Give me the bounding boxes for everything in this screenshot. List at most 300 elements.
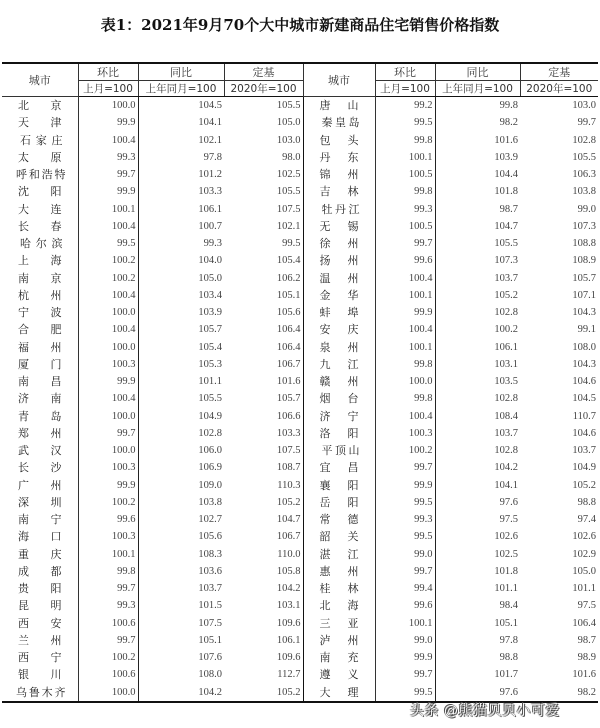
table-row <box>2 528 598 545</box>
right-base-value: 101.1 <box>572 583 596 595</box>
left-mom-value: 100.0 <box>111 100 136 112</box>
left-yoy-value: 101.1 <box>138 373 224 390</box>
right-mom-value: 99.7 <box>414 565 433 577</box>
right-yoy-value: 102.8 <box>435 442 520 459</box>
right-mom-value: 99.6 <box>414 255 433 267</box>
right-base-value: 107.1 <box>572 289 596 301</box>
left-base-value: 106.4 <box>224 321 303 338</box>
left-city-name: 海口 <box>2 528 78 545</box>
left-mom-value: 100.4 <box>111 134 136 146</box>
left-city-name: 太原 <box>2 149 78 166</box>
right-yoy-value: 103.9 <box>435 149 520 166</box>
left-base-value: 101.6 <box>224 373 303 390</box>
right-city-name: 金华 <box>303 287 375 304</box>
right-base-value: 98.8 <box>577 496 596 508</box>
left-yoy-value: 102.8 <box>138 425 224 442</box>
right-yoy-value: 102.6 <box>435 528 520 545</box>
left-yoy-value: 108.3 <box>138 546 224 563</box>
left-mom-value: 100.0 <box>111 307 136 319</box>
table-row <box>2 425 598 442</box>
right-mom-value: 100.4 <box>408 324 433 336</box>
left-base-value: 102.1 <box>224 218 303 235</box>
left-city-name: 沈阳 <box>2 183 78 200</box>
right-base-value: 103.8 <box>572 186 596 198</box>
table-row <box>2 666 598 683</box>
header-base-right: 定基 <box>520 63 598 81</box>
header-base-left: 定基 <box>224 63 303 81</box>
left-base-value: 102.5 <box>224 166 303 183</box>
left-base-value: 106.7 <box>224 356 303 373</box>
price-index-table <box>2 62 598 703</box>
table-row <box>2 235 598 252</box>
left-yoy-value: 103.7 <box>138 580 224 597</box>
right-city-name: 襄阳 <box>303 477 375 494</box>
table-title: 表1：2021年9月70个大中城市新建商品住宅销售价格指数 <box>100 16 500 34</box>
left-base-value: 103.0 <box>224 132 303 149</box>
right-mom-value: 99.5 <box>414 117 433 129</box>
left-mom-value: 100.4 <box>111 289 136 301</box>
right-yoy-value: 100.2 <box>435 321 520 338</box>
right-city-name: 平顶山 <box>303 442 375 459</box>
left-yoy-value: 105.0 <box>138 270 224 287</box>
right-yoy-value: 98.2 <box>435 114 520 131</box>
left-yoy-value: 104.1 <box>138 114 224 131</box>
left-mom-value: 100.0 <box>111 410 136 422</box>
right-base-value: 99.0 <box>577 203 596 215</box>
right-base-value: 105.5 <box>572 151 596 163</box>
left-base-value: 109.6 <box>224 649 303 666</box>
left-base-value: 104.2 <box>224 580 303 597</box>
left-yoy-value: 99.3 <box>138 235 224 252</box>
left-yoy-value: 106.1 <box>138 201 224 218</box>
table-row <box>2 149 598 166</box>
left-city-name: 郑州 <box>2 425 78 442</box>
right-base-value: 110.7 <box>572 410 596 422</box>
right-yoy-value: 102.5 <box>435 546 520 563</box>
right-yoy-value: 99.8 <box>435 97 520 115</box>
left-base-value: 104.7 <box>224 511 303 528</box>
right-mom-value: 99.8 <box>414 134 433 146</box>
right-city-name: 吉林 <box>303 183 375 200</box>
right-base-value: 107.3 <box>572 220 596 232</box>
left-yoy-value: 104.0 <box>138 252 224 269</box>
right-mom-value: 99.8 <box>414 186 433 198</box>
right-yoy-value: 104.2 <box>435 459 520 476</box>
left-city-name: 银川 <box>2 666 78 683</box>
right-mom-value: 100.1 <box>408 617 433 629</box>
right-mom-value: 100.4 <box>408 410 433 422</box>
table-row <box>2 373 598 390</box>
header-city-right: 城市 <box>303 63 375 97</box>
left-base-value: 106.2 <box>224 270 303 287</box>
left-yoy-value: 97.8 <box>138 149 224 166</box>
right-yoy-value: 101.8 <box>435 183 520 200</box>
right-city-name: 赣州 <box>303 373 375 390</box>
left-base-value: 105.4 <box>224 252 303 269</box>
right-base-value: 98.9 <box>577 652 596 664</box>
table-row <box>2 114 598 131</box>
right-base-value: 97.4 <box>577 514 596 526</box>
right-yoy-value: 101.8 <box>435 563 520 580</box>
left-mom-value: 100.2 <box>111 255 136 267</box>
left-mom-value: 99.7 <box>117 634 136 646</box>
header-city-left: 城市 <box>2 63 78 97</box>
left-yoy-value: 109.0 <box>138 477 224 494</box>
header-mom-left: 环比 <box>78 63 138 81</box>
left-base-value: 105.5 <box>224 97 303 115</box>
right-base-value: 105.7 <box>572 272 596 284</box>
subheader-mom-left: 上月=100 <box>78 81 138 97</box>
left-yoy-value: 103.9 <box>138 304 224 321</box>
right-base-value: 108.8 <box>572 238 596 250</box>
table-row <box>2 632 598 649</box>
left-yoy-value: 108.0 <box>138 666 224 683</box>
table-row <box>2 563 598 580</box>
left-base-value: 107.5 <box>224 442 303 459</box>
left-city-name: 厦门 <box>2 356 78 373</box>
right-yoy-value: 103.7 <box>435 425 520 442</box>
left-city-name: 兰州 <box>2 632 78 649</box>
right-city-name: 锦州 <box>303 166 375 183</box>
left-city-name: 成都 <box>2 563 78 580</box>
left-yoy-value: 105.7 <box>138 321 224 338</box>
left-yoy-value: 104.2 <box>138 684 224 702</box>
left-mom-value: 100.4 <box>111 393 136 405</box>
left-city-name: 杭州 <box>2 287 78 304</box>
right-base-value: 99.7 <box>577 117 596 129</box>
right-mom-value: 99.0 <box>414 548 433 560</box>
left-mom-value: 100.2 <box>111 496 136 508</box>
right-mom-value: 99.3 <box>414 203 433 215</box>
right-mom-value: 100.1 <box>408 289 433 301</box>
right-mom-value: 99.3 <box>414 514 433 526</box>
right-city-name: 北海 <box>303 597 375 614</box>
right-base-value: 105.2 <box>572 479 596 491</box>
left-city-name: 贵阳 <box>2 580 78 597</box>
table-row <box>2 339 598 356</box>
left-yoy-value: 104.5 <box>138 97 224 115</box>
left-city-name: 深圳 <box>2 494 78 511</box>
right-yoy-value: 105.5 <box>435 235 520 252</box>
subheader-yoy-left: 上年同月=100 <box>138 81 224 97</box>
right-yoy-value: 102.8 <box>435 304 520 321</box>
right-city-name: 桂林 <box>303 580 375 597</box>
right-yoy-value: 105.2 <box>435 287 520 304</box>
right-yoy-value: 101.7 <box>435 666 520 683</box>
left-mom-value: 100.3 <box>111 358 136 370</box>
left-mom-value: 100.4 <box>111 324 136 336</box>
left-base-value: 106.6 <box>224 408 303 425</box>
right-yoy-value: 106.1 <box>435 339 520 356</box>
right-city-name: 大理 <box>303 684 375 702</box>
right-city-name: 洛阳 <box>303 425 375 442</box>
right-base-value: 104.5 <box>572 393 596 405</box>
right-base-value: 108.0 <box>572 341 596 353</box>
header-yoy-left: 同比 <box>138 63 224 81</box>
left-base-value: 106.4 <box>224 339 303 356</box>
right-city-name: 遵义 <box>303 666 375 683</box>
header-mom-right: 环比 <box>375 63 435 81</box>
right-base-value: 97.5 <box>577 600 596 612</box>
left-mom-value: 99.7 <box>117 427 136 439</box>
left-base-value: 107.5 <box>224 201 303 218</box>
right-city-name: 宜昌 <box>303 459 375 476</box>
right-mom-value: 99.5 <box>414 531 433 543</box>
left-base-value: 99.5 <box>224 235 303 252</box>
right-yoy-value: 108.4 <box>435 408 520 425</box>
left-city-name: 北京 <box>2 97 78 115</box>
table-row <box>2 132 598 149</box>
subheader-base-left: 2020年=100 <box>224 81 303 97</box>
table-row <box>2 166 598 183</box>
right-base-value: 108.9 <box>572 255 596 267</box>
right-base-value: 103.7 <box>572 445 596 457</box>
right-base-value: 104.3 <box>572 358 596 370</box>
left-yoy-value: 101.5 <box>138 597 224 614</box>
left-mom-value: 100.0 <box>111 686 136 698</box>
right-city-name: 无锡 <box>303 218 375 235</box>
left-yoy-value: 101.2 <box>138 166 224 183</box>
right-base-value: 103.0 <box>572 100 596 112</box>
left-yoy-value: 104.9 <box>138 408 224 425</box>
left-yoy-value: 105.4 <box>138 339 224 356</box>
subheader-base-right: 2020年=100 <box>520 81 598 97</box>
left-mom-value: 99.9 <box>117 186 136 198</box>
table-row <box>2 408 598 425</box>
right-city-name: 韶关 <box>303 528 375 545</box>
right-base-value: 102.8 <box>572 134 596 146</box>
right-city-name: 泉州 <box>303 339 375 356</box>
subheader-yoy-right: 上年同月=100 <box>435 81 520 97</box>
left-base-value: 109.6 <box>224 615 303 632</box>
table-row <box>2 684 598 702</box>
table-row <box>2 304 598 321</box>
right-mom-value: 99.9 <box>414 307 433 319</box>
left-base-value: 105.8 <box>224 563 303 580</box>
right-base-value: 98.2 <box>577 686 596 698</box>
right-yoy-value: 102.8 <box>435 390 520 407</box>
left-mom-value: 99.5 <box>117 238 136 250</box>
right-mom-value: 99.7 <box>414 238 433 250</box>
left-mom-value: 100.6 <box>111 617 136 629</box>
left-base-value: 105.7 <box>224 390 303 407</box>
left-city-name: 南昌 <box>2 373 78 390</box>
table-row <box>2 287 598 304</box>
table-row <box>2 494 598 511</box>
right-mom-value: 99.6 <box>414 600 433 612</box>
right-yoy-value: 98.4 <box>435 597 520 614</box>
watermark: 头条 @熊猫贝贝小可爱 <box>410 703 560 719</box>
left-mom-value: 99.8 <box>117 565 136 577</box>
left-mom-value: 100.4 <box>111 220 136 232</box>
right-yoy-value: 98.7 <box>435 201 520 218</box>
left-yoy-value: 105.6 <box>138 528 224 545</box>
header-yoy-right: 同比 <box>435 63 520 81</box>
left-city-name: 南京 <box>2 270 78 287</box>
left-base-value: 105.2 <box>224 684 303 702</box>
right-mom-value: 100.2 <box>408 445 433 457</box>
table-row <box>2 459 598 476</box>
right-city-name: 泸州 <box>303 632 375 649</box>
right-yoy-value: 97.8 <box>435 632 520 649</box>
right-mom-value: 99.9 <box>414 652 433 664</box>
left-base-value: 105.0 <box>224 114 303 131</box>
left-mom-value: 100.2 <box>111 272 136 284</box>
left-city-name: 广州 <box>2 477 78 494</box>
left-city-name: 乌鲁木齐 <box>2 684 78 702</box>
left-city-name: 大连 <box>2 201 78 218</box>
left-base-value: 110.0 <box>224 546 303 563</box>
left-base-value: 98.0 <box>224 149 303 166</box>
right-mom-value: 100.0 <box>408 376 433 388</box>
right-city-name: 徐州 <box>303 235 375 252</box>
left-city-name: 西宁 <box>2 649 78 666</box>
left-city-name: 长春 <box>2 218 78 235</box>
left-base-value: 106.1 <box>224 632 303 649</box>
left-city-name: 武汉 <box>2 442 78 459</box>
left-yoy-value: 107.5 <box>138 615 224 632</box>
right-base-value: 104.3 <box>572 307 596 319</box>
right-city-name: 秦皇岛 <box>303 114 375 131</box>
left-mom-value: 100.6 <box>111 669 136 681</box>
right-yoy-value: 97.6 <box>435 494 520 511</box>
left-yoy-value: 103.3 <box>138 183 224 200</box>
right-yoy-value: 104.7 <box>435 218 520 235</box>
right-base-value: 102.6 <box>572 531 596 543</box>
right-base-value: 99.1 <box>577 324 596 336</box>
left-mom-value: 99.7 <box>117 583 136 595</box>
right-yoy-value: 105.1 <box>435 615 520 632</box>
right-city-name: 岳阳 <box>303 494 375 511</box>
left-mom-value: 100.2 <box>111 652 136 664</box>
right-mom-value: 100.4 <box>408 272 433 284</box>
right-mom-value: 99.4 <box>414 583 433 595</box>
left-city-name: 天津 <box>2 114 78 131</box>
left-yoy-value: 107.6 <box>138 649 224 666</box>
right-city-name: 包头 <box>303 132 375 149</box>
right-mom-value: 99.8 <box>414 358 433 370</box>
right-mom-value: 100.1 <box>408 341 433 353</box>
left-yoy-value: 106.0 <box>138 442 224 459</box>
right-yoy-value: 107.3 <box>435 252 520 269</box>
left-base-value: 105.2 <box>224 494 303 511</box>
subheader-mom-right: 上月=100 <box>375 81 435 97</box>
left-city-name: 青岛 <box>2 408 78 425</box>
right-yoy-value: 104.4 <box>435 166 520 183</box>
right-city-name: 惠州 <box>303 563 375 580</box>
right-city-name: 温州 <box>303 270 375 287</box>
left-mom-value: 99.6 <box>117 514 136 526</box>
left-city-name: 上海 <box>2 252 78 269</box>
left-city-name: 福州 <box>2 339 78 356</box>
right-city-name: 南充 <box>303 649 375 666</box>
left-mom-value: 99.7 <box>117 169 136 181</box>
left-city-name: 哈尔滨 <box>2 235 78 252</box>
right-city-name: 三亚 <box>303 615 375 632</box>
right-base-value: 104.6 <box>572 427 596 439</box>
right-yoy-value: 101.1 <box>435 580 520 597</box>
left-base-value: 108.7 <box>224 459 303 476</box>
left-yoy-value: 105.5 <box>138 390 224 407</box>
left-yoy-value: 102.7 <box>138 511 224 528</box>
right-yoy-value: 103.7 <box>435 270 520 287</box>
right-yoy-value: 97.6 <box>435 684 520 702</box>
left-base-value: 103.3 <box>224 425 303 442</box>
left-mom-value: 100.3 <box>111 462 136 474</box>
left-mom-value: 99.3 <box>117 600 136 612</box>
table-row <box>2 597 598 614</box>
right-yoy-value: 103.5 <box>435 373 520 390</box>
table-row <box>2 546 598 563</box>
left-city-name: 西安 <box>2 615 78 632</box>
left-base-value: 110.3 <box>224 477 303 494</box>
table-row <box>2 356 598 373</box>
left-base-value: 105.6 <box>224 304 303 321</box>
table-body <box>2 97 598 702</box>
left-mom-value: 99.9 <box>117 376 136 388</box>
left-mom-value: 100.0 <box>111 445 136 457</box>
left-yoy-value: 102.1 <box>138 132 224 149</box>
left-mom-value: 100.3 <box>111 531 136 543</box>
left-yoy-value: 103.6 <box>138 563 224 580</box>
right-city-name: 济宁 <box>303 408 375 425</box>
left-yoy-value: 105.1 <box>138 632 224 649</box>
table-row <box>2 580 598 597</box>
left-base-value: 106.7 <box>224 528 303 545</box>
table-row <box>2 201 598 218</box>
table-row <box>2 477 598 494</box>
left-city-name: 合肥 <box>2 321 78 338</box>
right-mom-value: 99.8 <box>414 393 433 405</box>
right-city-name: 烟台 <box>303 390 375 407</box>
left-yoy-value: 103.8 <box>138 494 224 511</box>
right-city-name: 丹东 <box>303 149 375 166</box>
table-row <box>2 183 598 200</box>
right-mom-value: 99.2 <box>414 100 433 112</box>
left-mom-value: 100.1 <box>111 203 136 215</box>
table-row <box>2 615 598 632</box>
left-mom-value: 99.9 <box>117 117 136 129</box>
table-row <box>2 252 598 269</box>
right-yoy-value: 101.6 <box>435 132 520 149</box>
left-base-value: 112.7 <box>224 666 303 683</box>
right-yoy-value: 98.8 <box>435 649 520 666</box>
right-mom-value: 99.0 <box>414 634 433 646</box>
right-mom-value: 99.7 <box>414 669 433 681</box>
right-city-name: 九江 <box>303 356 375 373</box>
right-yoy-value: 104.1 <box>435 477 520 494</box>
left-mom-value: 100.1 <box>111 548 136 560</box>
left-mom-value: 99.9 <box>117 479 136 491</box>
right-base-value: 102.9 <box>572 548 596 560</box>
right-base-value: 101.6 <box>572 669 596 681</box>
table-row <box>2 321 598 338</box>
table-row <box>2 97 598 115</box>
right-base-value: 104.6 <box>572 376 596 388</box>
left-mom-value: 99.3 <box>117 151 136 163</box>
left-yoy-value: 100.7 <box>138 218 224 235</box>
right-mom-value: 99.5 <box>414 686 433 698</box>
left-base-value: 103.1 <box>224 597 303 614</box>
left-city-name: 呼和浩特 <box>2 166 78 183</box>
right-mom-value: 100.1 <box>408 151 433 163</box>
left-city-name: 济南 <box>2 390 78 407</box>
left-yoy-value: 106.9 <box>138 459 224 476</box>
right-base-value: 104.9 <box>572 462 596 474</box>
left-city-name: 长沙 <box>2 459 78 476</box>
right-city-name: 牡丹江 <box>303 201 375 218</box>
left-city-name: 宁波 <box>2 304 78 321</box>
